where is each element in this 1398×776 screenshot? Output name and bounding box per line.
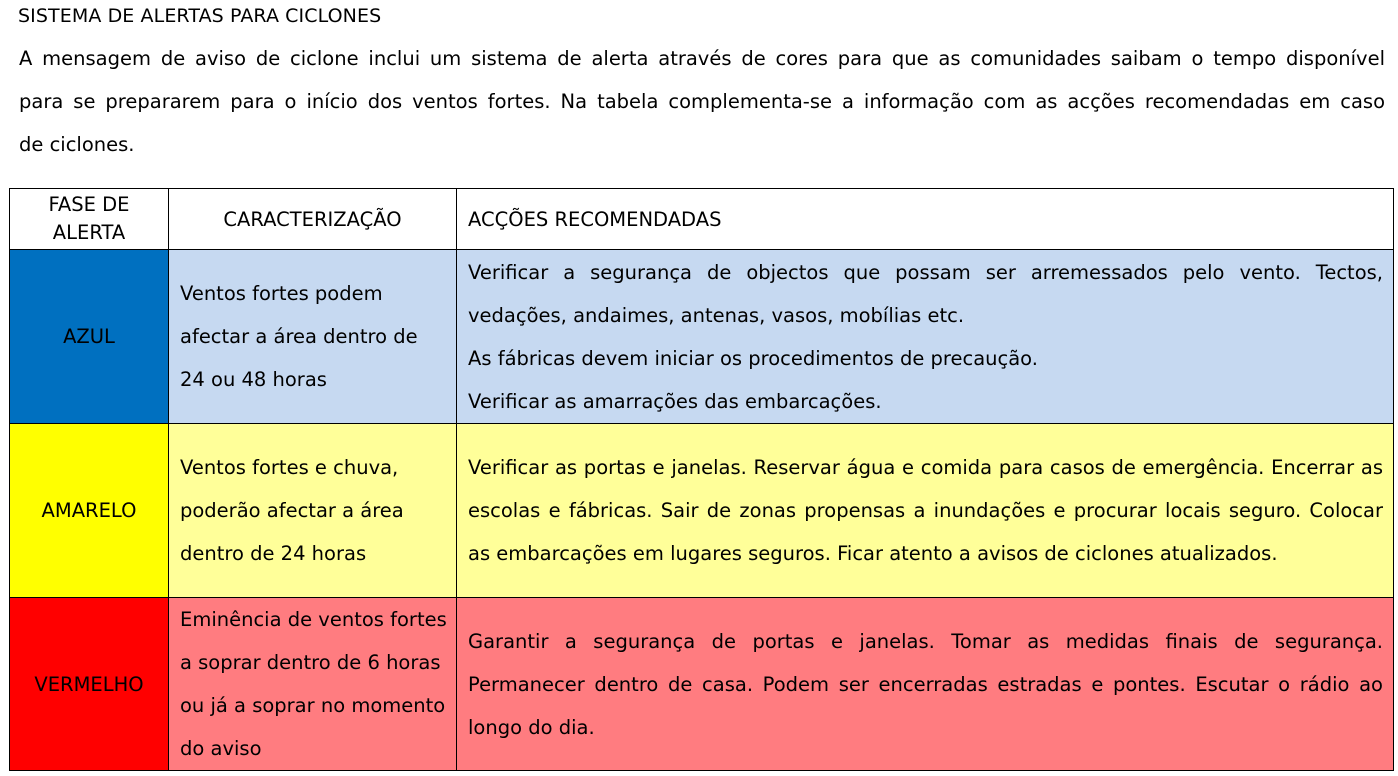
intro-line: para se prepararem para o início dos ventos fortes. Na tabela complementa-se a informação com as acções recomendadas em caso: [19, 90, 1385, 113]
table-header-row: [10, 189, 1394, 250]
alert-table: [9, 188, 1394, 771]
action-text: Garantir a segurança de portas e janelas. Tomar as medidas finais de segurança. Permanecer dentro de casa. Podem ser encerradas estradas e pontes. Escutar o rádio ao longo do dia.: [468, 629, 1383, 739]
actions-cell: [457, 424, 1394, 598]
actions-cell: [457, 250, 1394, 424]
header-phase-line: ALERTA: [52, 221, 126, 244]
characterization-cell: Eminência de ventos fortes a soprar dentro de 6 horas ou já a soprar no momento do aviso: [169, 598, 457, 771]
intro-line: de ciclones.: [19, 133, 135, 156]
action-text: As fábricas devem iniciar os procedimentos de precaução.: [468, 346, 1038, 370]
intro-line: A mensagem de aviso de ciclone inclui um sistema de alerta através de cores para que as comunidades saibam o tempo disponível: [19, 47, 1385, 70]
action-text: Verificar a segurança de objectos que possam ser arremessados pelo vento. Tectos, vedações, andaimes, antenas, vasos, mobílias etc.: [468, 260, 1383, 327]
header-alert-phase: [10, 189, 169, 250]
header-characterization: CARACTERIZAÇÃO: [169, 189, 457, 250]
action-text: Verificar as amarrações das embarcações.: [468, 389, 882, 413]
table-row-amarelo: [10, 424, 1394, 598]
intro-paragraph: [19, 37, 1385, 166]
phase-cell-vermelho: VERMELHO: [10, 598, 169, 771]
action-text: Verificar as portas e janelas. Reservar água e comida para casos de emergência. Encerrar as escolas e fábricas. Sair de zonas propensas a inundações e procurar locais seguro. Colocar as embarcações em lugares seguros. Ficar atento a avisos de ciclones atualizados.: [468, 456, 1383, 565]
phase-cell-amarelo: AMARELO: [10, 424, 169, 598]
phase-cell-azul: AZUL: [10, 250, 169, 424]
document-title: SISTEMA DE ALERTAS PARA CICLONES: [18, 5, 382, 27]
actions-cell: [457, 598, 1394, 771]
header-phase-line: FASE DE: [48, 193, 130, 216]
characterization-cell: Ventos fortes podem afectar a área dentro de 24 ou 48 horas: [169, 250, 457, 424]
table-row-azul: [10, 250, 1394, 424]
header-recommended-actions: ACÇÕES RECOMENDADAS: [457, 189, 1394, 250]
table-row-vermelho: [10, 598, 1394, 771]
characterization-cell: Ventos fortes e chuva, poderão afectar a área dentro de 24 horas: [169, 424, 457, 598]
